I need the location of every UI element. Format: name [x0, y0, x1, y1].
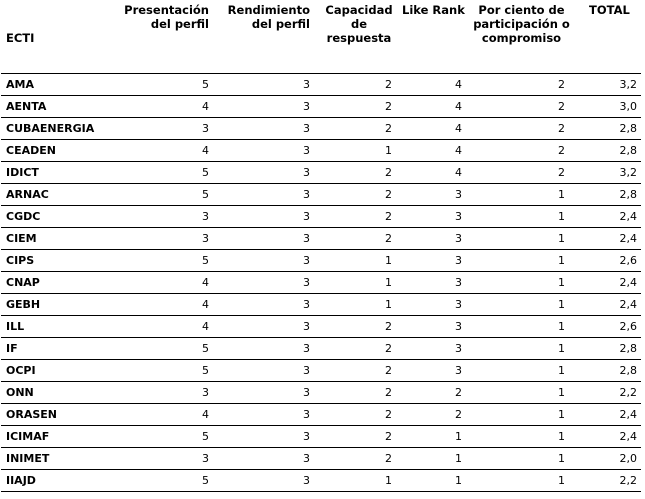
ecti-name-cell: CEADEN	[1, 139, 117, 161]
ecti-name-cell: CIPS	[1, 249, 117, 271]
score-cell: 3	[400, 183, 470, 205]
score-cell: 1	[470, 469, 573, 491]
score-cell: 1	[318, 271, 400, 293]
total-cell: 3,0	[573, 95, 641, 117]
score-cell: 1	[470, 271, 573, 293]
score-cell: 4	[400, 139, 470, 161]
score-cell: 2	[318, 73, 400, 95]
score-cell: 4	[117, 315, 217, 337]
score-cell: 2	[470, 95, 573, 117]
score-cell: 3	[217, 403, 318, 425]
score-cell: 2	[318, 425, 400, 447]
score-cell: 3	[217, 227, 318, 249]
score-cell: 3	[117, 205, 217, 227]
score-cell: 4	[400, 161, 470, 183]
total-cell: 2,4	[573, 293, 641, 315]
score-cell: 3	[117, 447, 217, 469]
score-cell: 3	[217, 205, 318, 227]
table-row	[1, 161, 641, 183]
score-cell: 3	[217, 337, 318, 359]
score-cell: 4	[117, 139, 217, 161]
table-row	[1, 469, 641, 491]
header-capacidad-de-respuesta: Capacidad de respuesta	[318, 0, 400, 73]
score-cell: 1	[470, 205, 573, 227]
score-cell: 3	[217, 73, 318, 95]
header-ecti: ECTI	[1, 0, 117, 73]
score-cell: 3	[117, 381, 217, 403]
score-cell: 4	[400, 95, 470, 117]
score-cell: 1	[318, 249, 400, 271]
score-cell: 3	[400, 249, 470, 271]
header-por-ciento-participacion: Por ciento de participación o compromiso	[470, 0, 573, 73]
score-cell: 1	[470, 227, 573, 249]
total-cell: 2,8	[573, 359, 641, 381]
ecti-name-cell: ARNAC	[1, 183, 117, 205]
total-cell: 2,2	[573, 469, 641, 491]
table-row	[1, 293, 641, 315]
score-cell: 2	[318, 359, 400, 381]
score-cell: 1	[318, 293, 400, 315]
score-cell: 4	[117, 95, 217, 117]
score-cell: 5	[117, 249, 217, 271]
total-cell: 2,4	[573, 205, 641, 227]
table-row	[1, 271, 641, 293]
ecti-name-cell: ONN	[1, 381, 117, 403]
score-cell: 2	[318, 337, 400, 359]
score-cell: 1	[470, 337, 573, 359]
score-cell: 1	[318, 469, 400, 491]
total-cell: 2,4	[573, 403, 641, 425]
ecti-scores-table	[1, 0, 641, 492]
score-cell: 4	[117, 293, 217, 315]
table-row	[1, 381, 641, 403]
score-cell: 5	[117, 425, 217, 447]
total-cell: 2,8	[573, 139, 641, 161]
score-cell: 3	[117, 117, 217, 139]
score-cell: 3	[217, 447, 318, 469]
score-cell: 3	[217, 469, 318, 491]
score-cell: 3	[400, 293, 470, 315]
score-cell: 1	[470, 425, 573, 447]
score-cell: 4	[117, 403, 217, 425]
score-cell: 3	[217, 95, 318, 117]
score-cell: 3	[217, 139, 318, 161]
score-cell: 2	[318, 95, 400, 117]
score-cell: 3	[217, 271, 318, 293]
score-cell: 1	[470, 249, 573, 271]
ecti-name-cell: CNAP	[1, 271, 117, 293]
header-like-rank: Like Rank	[400, 0, 470, 73]
ecti-name-cell: AENTA	[1, 95, 117, 117]
table-row	[1, 447, 641, 469]
score-cell: 3	[400, 227, 470, 249]
score-cell: 2	[318, 315, 400, 337]
score-cell: 1	[400, 447, 470, 469]
score-cell: 1	[470, 183, 573, 205]
score-cell: 1	[470, 359, 573, 381]
score-cell: 3	[117, 227, 217, 249]
score-cell: 3	[400, 271, 470, 293]
score-cell: 5	[117, 183, 217, 205]
score-cell: 2	[400, 381, 470, 403]
score-cell: 1	[470, 403, 573, 425]
score-cell: 2	[318, 183, 400, 205]
total-cell: 2,0	[573, 447, 641, 469]
total-cell: 2,4	[573, 227, 641, 249]
score-cell: 1	[470, 293, 573, 315]
total-cell: 2,4	[573, 271, 641, 293]
ecti-name-cell: CUBAENERGIA	[1, 117, 117, 139]
score-cell: 1	[470, 381, 573, 403]
table-row	[1, 183, 641, 205]
score-cell: 4	[400, 117, 470, 139]
header-total: TOTAL	[573, 0, 641, 73]
table-row	[1, 315, 641, 337]
ecti-name-cell: ICIMAF	[1, 425, 117, 447]
score-cell: 1	[400, 469, 470, 491]
score-cell: 3	[217, 293, 318, 315]
score-cell: 2	[400, 403, 470, 425]
score-cell: 3	[217, 117, 318, 139]
score-cell: 4	[400, 73, 470, 95]
ecti-name-cell: AMA	[1, 73, 117, 95]
score-cell: 1	[470, 315, 573, 337]
score-cell: 3	[400, 205, 470, 227]
score-cell: 2	[470, 73, 573, 95]
score-cell: 5	[117, 161, 217, 183]
ecti-name-cell: OCPI	[1, 359, 117, 381]
ecti-name-cell: CIEM	[1, 227, 117, 249]
score-cell: 2	[470, 139, 573, 161]
score-cell: 3	[400, 359, 470, 381]
ecti-name-cell: ILL	[1, 315, 117, 337]
score-cell: 3	[400, 337, 470, 359]
score-cell: 2	[318, 403, 400, 425]
table-footnote-clipped	[1, 493, 641, 499]
score-cell: 3	[217, 425, 318, 447]
table-row	[1, 73, 641, 95]
table-row	[1, 249, 641, 271]
header-presentacion-del-perfil: Presentación del perfil	[117, 0, 217, 73]
ecti-name-cell: ORASEN	[1, 403, 117, 425]
score-cell: 2	[318, 381, 400, 403]
total-cell: 2,2	[573, 381, 641, 403]
ecti-name-cell: IDICT	[1, 161, 117, 183]
score-cell: 2	[470, 117, 573, 139]
score-cell: 3	[217, 161, 318, 183]
score-cell: 2	[318, 447, 400, 469]
score-cell: 5	[117, 359, 217, 381]
score-cell: 3	[217, 381, 318, 403]
score-cell: 5	[117, 469, 217, 491]
table-row	[1, 139, 641, 161]
total-cell: 2,8	[573, 117, 641, 139]
score-cell: 2	[318, 161, 400, 183]
table-row	[1, 425, 641, 447]
ecti-name-cell: INIMET	[1, 447, 117, 469]
table-row	[1, 205, 641, 227]
total-cell: 2,6	[573, 315, 641, 337]
total-cell: 3,2	[573, 73, 641, 95]
total-cell: 2,8	[573, 183, 641, 205]
table-row	[1, 337, 641, 359]
table-body	[1, 73, 641, 491]
score-cell: 3	[217, 359, 318, 381]
score-cell: 4	[117, 271, 217, 293]
ecti-table-container	[1, 0, 641, 492]
score-cell: 2	[318, 227, 400, 249]
total-cell: 2,4	[573, 425, 641, 447]
ecti-name-cell: CGDC	[1, 205, 117, 227]
total-cell: 2,6	[573, 249, 641, 271]
score-cell: 2	[318, 205, 400, 227]
score-cell: 5	[117, 337, 217, 359]
score-cell: 5	[117, 73, 217, 95]
score-cell: 1	[400, 425, 470, 447]
ecti-name-cell: IF	[1, 337, 117, 359]
score-cell: 1	[318, 139, 400, 161]
table-row	[1, 117, 641, 139]
header-rendimiento-del-perfil: Rendimiento del perfil	[217, 0, 318, 73]
header-row	[1, 0, 641, 73]
table-row	[1, 95, 641, 117]
table-row	[1, 403, 641, 425]
score-cell: 3	[217, 249, 318, 271]
score-cell: 2	[318, 117, 400, 139]
total-cell: 3,2	[573, 161, 641, 183]
ecti-name-cell: GEBH	[1, 293, 117, 315]
total-cell: 2,8	[573, 337, 641, 359]
score-cell: 3	[400, 315, 470, 337]
score-cell: 2	[470, 161, 573, 183]
table-header	[1, 0, 641, 73]
table-row	[1, 359, 641, 381]
score-cell: 3	[217, 315, 318, 337]
score-cell: 3	[217, 183, 318, 205]
table-row	[1, 227, 641, 249]
score-cell: 1	[470, 447, 573, 469]
ecti-name-cell: IIAJD	[1, 469, 117, 491]
